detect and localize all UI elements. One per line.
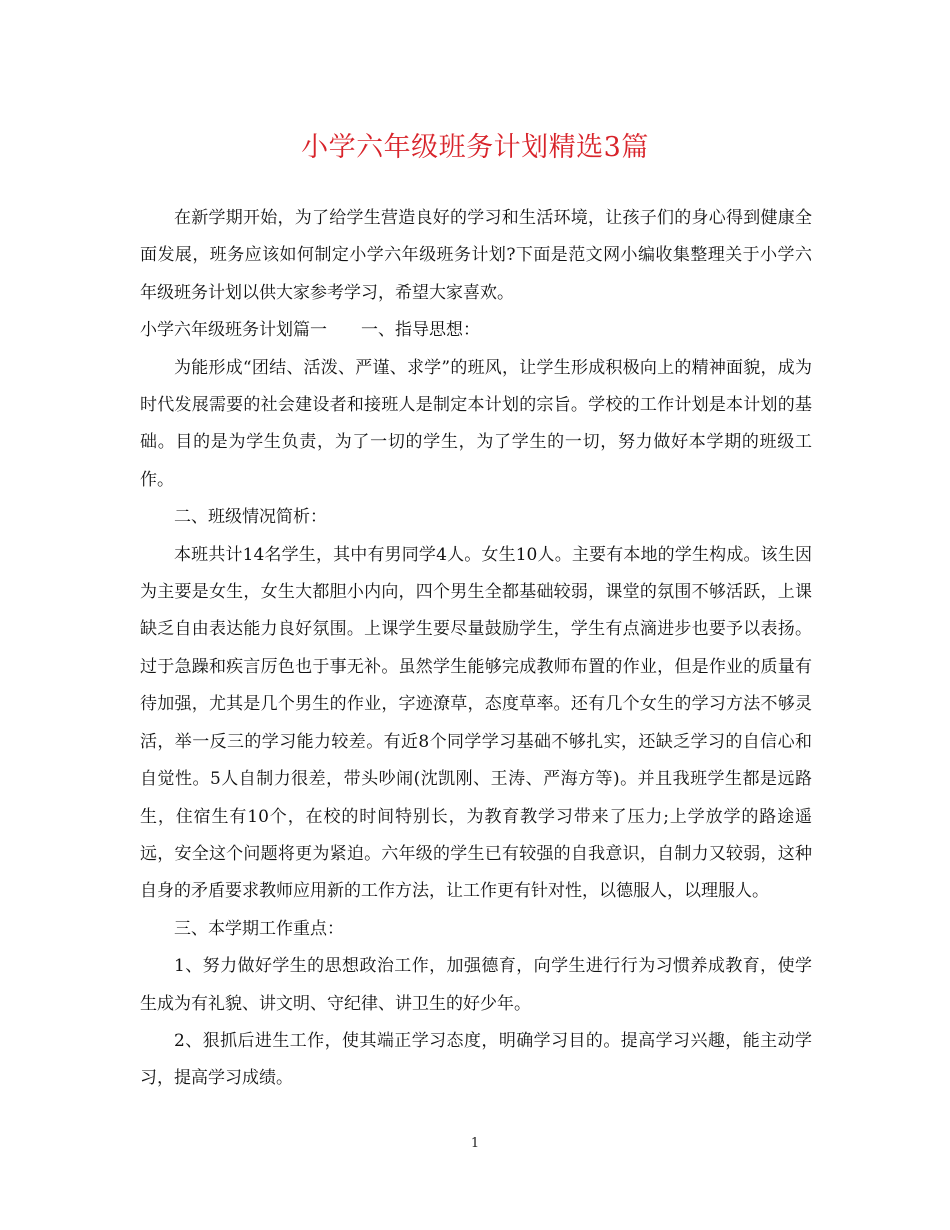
guiding-thought-paragraph: 为能形成“团结、活泼、严谨、求学”的班风，让学生形成积极向上的精神面貌，成为时代发展需要的社会建设者和接班人是制定本计划的宗旨。学校的工作计划是本计划的基础。目的是为学生负责，为了一切的学生，为了学生的一切，努力做好本学期的班级工作。 — [140, 357, 812, 490]
intro-paragraph: 在新学期开始，为了给学生营造良好的学习和生活环境，让孩子们的身心得到健康全面发展，班务应该如何制定小学六年级班务计划?下面是范文网小编收集整理关于小学六年级班务计划以供大家参考学习，希望大家喜欢。 — [140, 208, 812, 303]
document-body — [140, 200, 812, 1098]
section-heading-work-focus: 三、本学期工作重点： — [174, 918, 344, 939]
class-analysis-paragraph: 本班共计14名学生，其中有男同学4人。女生10人。主要有本地的学生构成。该生因为主要是女生，女生大都胆小内向，四个男生全都基础较弱，课堂的氛围不够活跃，上课缺乏自由表达能力良好氛围。上课学生要尽量鼓励学生，学生有点滴进步也要予以表扬。过于急躁和疾言厉色也于事无补。虽然学生能够完成教师布置的作业，但是作业的质量有待加强，尤其是几个男生的作业，字迹潦草，态度草率。还有几个女生的学习方法不够灵活，举一反三的学习能力较差。有近8个同学学习基础不够扎实，还缺乏学习的自信心和自觉性。5人自制力很差，带头吵闹(沈凯刚、王涛、严海方等)。并且我班学生都是远路生，住宿生有10个，在校的时间特别长，为教育教学习带来了压力;上学放学的路途遥远，安全这个问题将更为紧迫。六年级的学生已有较强的自我意识，自制力又较弱，这种自身的矛盾要求教师应用新的工作方法，让工作更有针对性，以德服人，以理服人。 — [140, 544, 812, 902]
document-title: 小学六年级班务计划精选3篇 — [301, 132, 649, 163]
work-focus-item-1: 1、努力做好学生的思想政治工作，加强德育，向学生进行行为习惯养成教育，使学生成为有礼貌、讲文明、守纪律、讲卫生的好少年。 — [140, 956, 812, 1014]
section-heading-part-one: 小学六年级班务计划篇一 一、指导思想： — [140, 320, 480, 341]
work-focus-item-2: 2、狠抓后进生工作，使其端正学习态度，明确学习目的。提高学习兴趣，能主动学习，提高学习成绩。 — [140, 1030, 812, 1089]
section-heading-class-analysis: 二、班级情况简析： — [174, 507, 327, 528]
page-number: 1 — [470, 1136, 480, 1151]
